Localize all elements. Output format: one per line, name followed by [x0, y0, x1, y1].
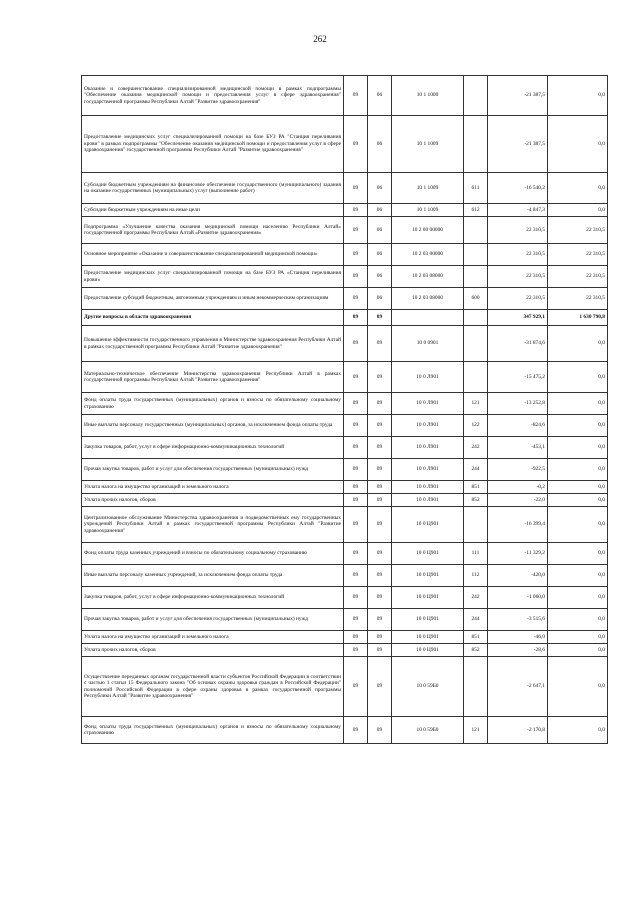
- row-name: Предоставление медицинских услуг специализированной помощи на базе БУЗ РА "Станция переливания крови" в рамках подпрограммы "Обеспечение оказания медицинской помощи и предоставления услуг в сфере здравоохранения" государственной программы Республики Алтай "Развитие здравоохранения": [82, 116, 344, 173]
- row-amount-2: 0,0: [548, 717, 608, 744]
- row-target-article: 10 0 Л901: [392, 481, 464, 494]
- table-row: [82, 543, 608, 565]
- row-target-article: 10 2 00 00000: [392, 217, 464, 244]
- row-amount-1: 22 310,5: [488, 288, 548, 310]
- table-row: [82, 481, 608, 494]
- row-section: 09: [344, 609, 368, 631]
- row-expense-type: [464, 76, 488, 116]
- row-expense-type: [464, 266, 488, 288]
- row-target-article: 10 0 Л901: [392, 393, 464, 415]
- row-name: Уплата прочих налогов, сборов: [82, 494, 344, 507]
- row-amount-1: 22 310,5: [488, 217, 548, 244]
- row-name: Осуществление переданных органам государственной власти субъектов Российской Федерации в соответствии с частью 1 статьи 15 Федерального закона "Об основах охраны здоровья граждан в Российской Федерации" полномочий Российской Федерации в сфере охраны здоровья в рамках государственной программы Республики Алтай "Развитие здравоохранения": [82, 657, 344, 717]
- row-subsection: 06: [368, 76, 392, 116]
- row-amount-2: 0,0: [548, 459, 608, 481]
- row-name: Материально-техническое обеспечение Министерства здравоохранения Республики Алтай в рамках государственной программы Республики Алтай "Развитие здравоохранения": [82, 362, 344, 393]
- row-target-article: 10 0 Ц901: [392, 543, 464, 565]
- row-target-article: 10 0 Л901: [392, 362, 464, 393]
- row-section: 09: [344, 116, 368, 173]
- row-expense-type: 852: [464, 494, 488, 507]
- table-row: [82, 326, 608, 362]
- row-section: 09: [344, 631, 368, 644]
- row-section: 09: [344, 76, 368, 116]
- row-subsection: 06: [368, 116, 392, 173]
- row-amount-1: -21 387,5: [488, 76, 548, 116]
- row-subsection: 09: [368, 717, 392, 744]
- row-name: Уплата налога на имущество организаций и земельного налога: [82, 481, 344, 494]
- row-amount-2: 22 310,5: [548, 266, 608, 288]
- row-amount-1: -16 540,2: [488, 173, 548, 204]
- row-amount-1: -11 329,2: [488, 543, 548, 565]
- row-target-article: 10 2 03 00000: [392, 244, 464, 266]
- row-amount-1: -420,0: [488, 565, 548, 587]
- row-amount-2: 0,0: [548, 173, 608, 204]
- row-name: Иные выплаты персоналу государственных (муниципальных) органов, за исключением фонда оплаты труда: [82, 415, 344, 437]
- row-name: Подпрограмма «Улучшение качества оказания медицинской помощи населению Республики Алтай» государственной программы Республики Алтай «Развитие здравоохранения»: [82, 217, 344, 244]
- row-name: Субсидии бюджетным учреждениям на финансовое обеспечение государственного (муниципального) задания на оказание государственных (муниципальных) услуг (выполнение работ): [82, 173, 344, 204]
- table-row: [82, 76, 608, 116]
- row-target-article: 10 0 Л901: [392, 437, 464, 459]
- row-section: 09: [344, 362, 368, 393]
- table-row: [82, 494, 608, 507]
- table-row: [82, 507, 608, 543]
- table-row: [82, 244, 608, 266]
- table-row: [82, 266, 608, 288]
- row-subsection: 06: [368, 204, 392, 217]
- table-row: [82, 657, 608, 717]
- table-row: [82, 609, 608, 631]
- row-amount-1: -16 399,4: [488, 507, 548, 543]
- row-subsection: 09: [368, 565, 392, 587]
- row-subsection: 09: [368, 507, 392, 543]
- row-subsection: 06: [368, 173, 392, 204]
- row-expense-type: 611: [464, 173, 488, 204]
- row-amount-2: 0,0: [548, 565, 608, 587]
- row-amount-2: 1 630 790,8: [548, 310, 608, 326]
- row-amount-2: 22 310,5: [548, 288, 608, 310]
- budget-table: [81, 75, 608, 744]
- row-subsection: 09: [368, 437, 392, 459]
- row-name: Другие вопросы в области здравоохранения: [82, 310, 344, 326]
- table-row: [82, 437, 608, 459]
- row-amount-2: 0,0: [548, 415, 608, 437]
- row-section: 09: [344, 217, 368, 244]
- row-amount-2: 0,0: [548, 326, 608, 362]
- row-amount-2: 0,0: [548, 393, 608, 415]
- row-target-article: 10 0 Ц901: [392, 631, 464, 644]
- table-row: [82, 217, 608, 244]
- row-target-article: 10 2 03 08000: [392, 288, 464, 310]
- row-amount-1: -15 475,2: [488, 362, 548, 393]
- row-name: Предоставление субсидий бюджетным, автономным учреждениям и иным некоммерческим организациям: [82, 288, 344, 310]
- row-target-article: 10 2 03 08000: [392, 266, 464, 288]
- table-row: [82, 415, 608, 437]
- row-expense-type: 122: [464, 415, 488, 437]
- row-name: Уплата прочих налогов, сборов: [82, 644, 344, 657]
- row-subsection: 09: [368, 362, 392, 393]
- table-row: [82, 310, 608, 326]
- row-target-article: 10 0 Ц901: [392, 644, 464, 657]
- row-expense-type: [464, 217, 488, 244]
- row-target-article: 10 0 0901: [392, 326, 464, 362]
- row-subsection: 06: [368, 288, 392, 310]
- row-target-article: 10 0 Ц901: [392, 565, 464, 587]
- row-subsection: 09: [368, 494, 392, 507]
- row-amount-1: -1 060,0: [488, 587, 548, 609]
- row-name: Централизованное обслуживание Министерства здравоохранения и подведомственных ему государственных учреждений Республики Алтай в рамках государственной программы Республики Алтай "Развитие здравоохранения": [82, 507, 344, 543]
- row-amount-1: 22 310,5: [488, 266, 548, 288]
- row-amount-2: 22 310,5: [548, 217, 608, 244]
- row-target-article: 10 1 1009: [392, 173, 464, 204]
- row-expense-type: [464, 244, 488, 266]
- row-expense-type: [464, 310, 488, 326]
- table-row: [82, 587, 608, 609]
- row-amount-2: 0,0: [548, 362, 608, 393]
- table-row: [82, 204, 608, 217]
- row-name: Прочая закупка товаров, работ и услуг для обеспечения государственных (муниципальных) нужд: [82, 609, 344, 631]
- row-name: Фонд оплаты труда казенных учреждений и взносы по обязательному социальному страхованию: [82, 543, 344, 565]
- row-expense-type: 244: [464, 609, 488, 631]
- row-name: Субсидии бюджетным учреждениям на иные цели: [82, 204, 344, 217]
- row-expense-type: [464, 326, 488, 362]
- row-section: 09: [344, 657, 368, 717]
- row-name: Прочая закупка товаров, работ и услуг для обеспечения государственных (муниципальных) нужд: [82, 459, 344, 481]
- row-subsection: 06: [368, 266, 392, 288]
- row-name: Оказание и совершенствование специализированной медицинской помощи в рамках подпрограммы "Обеспечение оказания медицинской помощи и предоставления услуг в сфере здравоохранения" государственной программы Республики Алтай "Развитие здравоохранения": [82, 76, 344, 116]
- row-section: 09: [344, 415, 368, 437]
- table-row: [82, 565, 608, 587]
- row-amount-2: 0,0: [548, 437, 608, 459]
- row-subsection: 06: [368, 244, 392, 266]
- row-subsection: 09: [368, 587, 392, 609]
- row-amount-2: 0,0: [548, 587, 608, 609]
- table-row: [82, 393, 608, 415]
- row-subsection: 09: [368, 481, 392, 494]
- row-subsection: 09: [368, 310, 392, 326]
- row-expense-type: [464, 362, 488, 393]
- row-target-article: 10 0 59Б0: [392, 717, 464, 744]
- row-subsection: 09: [368, 644, 392, 657]
- row-name: Основное мероприятие «Оказание и совершенствование специализированной медицинской помощи»: [82, 244, 344, 266]
- table-row: [82, 173, 608, 204]
- row-subsection: 09: [368, 609, 392, 631]
- row-expense-type: 612: [464, 204, 488, 217]
- row-subsection: 09: [368, 459, 392, 481]
- row-amount-1: 347 929,1: [488, 310, 548, 326]
- row-amount-1: -31 874,6: [488, 326, 548, 362]
- row-expense-type: 111: [464, 543, 488, 565]
- table-row: [82, 631, 608, 644]
- row-section: 09: [344, 481, 368, 494]
- row-amount-1: -3 515,6: [488, 609, 548, 631]
- page-number: 262: [313, 34, 327, 44]
- row-target-article: 10 0 Л901: [392, 459, 464, 481]
- row-expense-type: [464, 507, 488, 543]
- row-amount-2: 0,0: [548, 507, 608, 543]
- row-target-article: 10 0 Л901: [392, 415, 464, 437]
- row-section: 09: [344, 244, 368, 266]
- row-section: 09: [344, 437, 368, 459]
- row-target-article: 10 0 Л901: [392, 494, 464, 507]
- table-row: [82, 288, 608, 310]
- row-target-article: 10 1 1009: [392, 204, 464, 217]
- row-name: Уплата налога на имущество организаций и земельного налога: [82, 631, 344, 644]
- row-amount-1: -922,5: [488, 459, 548, 481]
- row-section: 09: [344, 717, 368, 744]
- row-section: 09: [344, 587, 368, 609]
- row-target-article: 10 0 59Б0: [392, 657, 464, 717]
- row-subsection: 09: [368, 543, 392, 565]
- row-target-article: 10 0 Ц901: [392, 587, 464, 609]
- row-section: 09: [344, 173, 368, 204]
- row-section: 09: [344, 310, 368, 326]
- table-row: [82, 362, 608, 393]
- row-amount-2: 0,0: [548, 494, 608, 507]
- row-target-article: 10 1 1000: [392, 76, 464, 116]
- row-amount-1: -22,0: [488, 494, 548, 507]
- row-amount-1: -0,2: [488, 481, 548, 494]
- row-amount-1: -21 387,5: [488, 116, 548, 173]
- row-section: 09: [344, 326, 368, 362]
- row-amount-1: -28,6: [488, 644, 548, 657]
- row-amount-2: 0,0: [548, 116, 608, 173]
- row-section: 09: [344, 494, 368, 507]
- row-amount-1: -4 847,3: [488, 204, 548, 217]
- row-target-article: 10 0 Ц901: [392, 609, 464, 631]
- row-amount-1: -2 647,1: [488, 657, 548, 717]
- row-amount-2: 0,0: [548, 481, 608, 494]
- table-row: [82, 116, 608, 173]
- row-amount-2: 0,0: [548, 76, 608, 116]
- row-section: 09: [344, 543, 368, 565]
- row-amount-2: 22 310,5: [548, 244, 608, 266]
- row-target-article: 10 1 1009: [392, 116, 464, 173]
- row-expense-type: 242: [464, 587, 488, 609]
- row-expense-type: 851: [464, 481, 488, 494]
- row-expense-type: 852: [464, 644, 488, 657]
- row-section: 09: [344, 565, 368, 587]
- row-section: 09: [344, 204, 368, 217]
- row-target-article: [392, 310, 464, 326]
- row-section: 09: [344, 644, 368, 657]
- row-expense-type: 121: [464, 717, 488, 744]
- row-amount-1: 22 310,5: [488, 244, 548, 266]
- row-amount-2: 0,0: [548, 543, 608, 565]
- row-amount-1: -824,6: [488, 415, 548, 437]
- row-subsection: 09: [368, 393, 392, 415]
- row-amount-2: 0,0: [548, 657, 608, 717]
- row-expense-type: [464, 657, 488, 717]
- table-row: [82, 459, 608, 481]
- row-name: Повышение эффективности государственного управления в Министерстве здравоохранения Республики Алтай в рамках государственной программы Республики Алтай "Развитие здравоохранения": [82, 326, 344, 362]
- row-amount-1: -46,0: [488, 631, 548, 644]
- row-expense-type: 121: [464, 393, 488, 415]
- row-amount-2: 0,0: [548, 204, 608, 217]
- row-amount-2: 0,0: [548, 609, 608, 631]
- row-expense-type: [464, 116, 488, 173]
- row-section: 09: [344, 266, 368, 288]
- row-expense-type: 242: [464, 437, 488, 459]
- row-subsection: 09: [368, 657, 392, 717]
- row-name: Закупка товаров, работ, услуг в сфере информационно-коммуникационных технологий: [82, 587, 344, 609]
- row-amount-1: -13 252,8: [488, 393, 548, 415]
- row-amount-1: -453,1: [488, 437, 548, 459]
- row-name: Иные выплаты персоналу казенных учреждений, за исключением фонда оплаты труда: [82, 565, 344, 587]
- row-section: 09: [344, 288, 368, 310]
- row-target-article: 10 0 Ц901: [392, 507, 464, 543]
- row-section: 09: [344, 393, 368, 415]
- row-name: Фонд оплаты труда государственных (муниципальных) органов и взносы по обязательному социальному страхованию: [82, 717, 344, 744]
- row-expense-type: 851: [464, 631, 488, 644]
- row-subsection: 09: [368, 326, 392, 362]
- row-subsection: 09: [368, 415, 392, 437]
- row-expense-type: 244: [464, 459, 488, 481]
- row-name: Предоставление медицинских услуг специализированной помощи на базе БУЗ РА «Станция переливания крови»: [82, 266, 344, 288]
- row-expense-type: 112: [464, 565, 488, 587]
- row-subsection: 06: [368, 217, 392, 244]
- row-section: 09: [344, 459, 368, 481]
- row-name: Закупка товаров, работ, услуг в сфере информационно-коммуникационных технологий: [82, 437, 344, 459]
- row-expense-type: 600: [464, 288, 488, 310]
- table-row: [82, 717, 608, 744]
- row-section: 09: [344, 507, 368, 543]
- row-amount-2: 0,0: [548, 644, 608, 657]
- row-subsection: 09: [368, 631, 392, 644]
- table-row: [82, 644, 608, 657]
- row-amount-2: 0,0: [548, 631, 608, 644]
- row-name: Фонд оплаты труда государственных (муниципальных) органов и взносы по обязательному социальному страхованию: [82, 393, 344, 415]
- row-amount-1: -2 170,8: [488, 717, 548, 744]
